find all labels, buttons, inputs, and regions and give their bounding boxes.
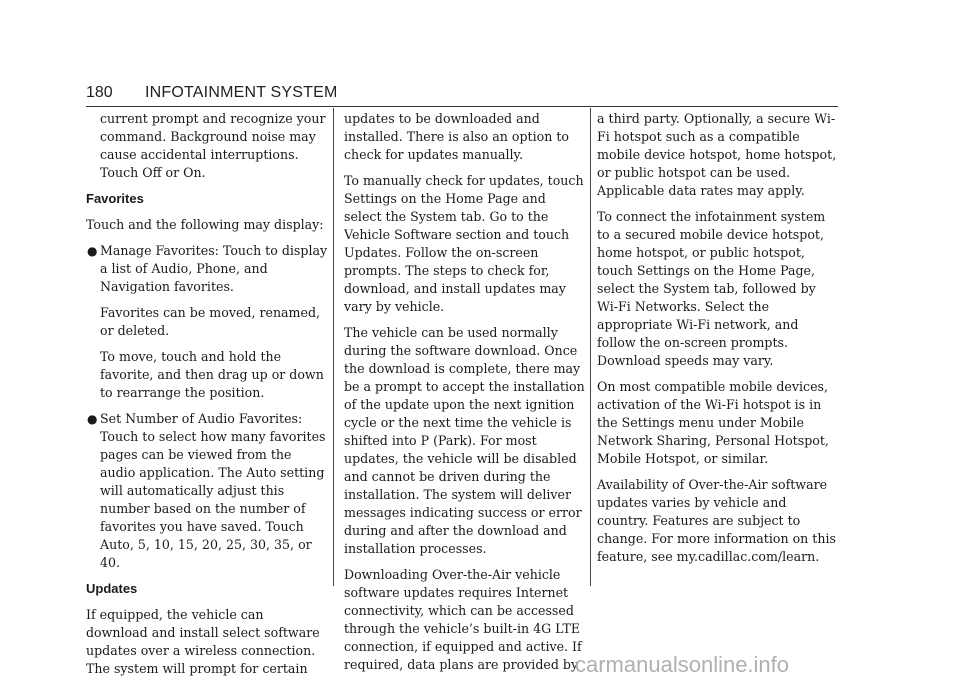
paragraph: Availability of Over-the-Air software updates varies by vehicle and country. Features are subject to change. For more information on this feature, see my.cadillac.com/learn. <box>597 477 836 564</box>
page-number: 180 <box>86 84 113 101</box>
paragraph: Touch and the following may display: <box>86 217 324 232</box>
paragraph: current prompt and recognize your command. Background noise may cause accidental interruptions. Touch Off or On. <box>100 111 326 180</box>
paragraph: To move, touch and hold the favorite, and then drag up or down to rearrange the position. <box>100 349 324 400</box>
column-1 <box>86 110 328 686</box>
paragraph: The vehicle can be used normally during the software download. Once the download is complete, there may be a prompt to accept the installation of the update upon the next ignition cycle or the next time the vehicle is shifted into P (Park). For most updates, the vehicle will be disabled and cannot be driven during the installation. The system will deliver messages indicating success or error during and after the download and installation processes. <box>344 325 585 556</box>
bullet-icon: ● <box>87 244 98 258</box>
column-3 <box>597 110 839 574</box>
heading-favorites: Favorites <box>86 191 144 206</box>
paragraph: Favorites can be moved, renamed, or deleted. <box>100 305 321 338</box>
column-divider <box>333 108 334 586</box>
paragraph: To connect the infotainment system to a secured mobile device hotspot, home hotspot, or public hotspot, touch Settings on the Home Page, select the System tab, followed by Wi-Fi Networks. Select the appropriate Wi-Fi network, and follow the on-screen prompts. Download speeds may vary. <box>597 209 826 368</box>
list-item <box>86 410 328 572</box>
paragraph: updates to be downloaded and installed. There is also an option to check for updates manually. <box>344 111 569 162</box>
paragraph: To manually check for updates, touch Settings on the Home Page and select the System tab. Go to the Vehicle Software section and touch Updates. Follow the on-screen prompts. The steps to check for, download, and install updates may vary by vehicle. <box>344 173 584 314</box>
page-header <box>86 82 838 107</box>
heading-updates: Updates <box>86 581 138 596</box>
paragraph: Downloading Over-the-Air vehicle software updates requires Internet connectivity, which can be accessed through the vehicle’s built-in 4G LTE connection, if equipped and active. If required, data plans are provided by <box>344 567 582 672</box>
list-item-text: Set Number of Audio Favorites: Touch to select how many favorites pages can be viewed from the audio application. The Auto setting will automatically adjust this number based on the number of favorites you have saved. Touch Auto, 5, 10, 15, 20, 25, 30, 35, or 40. <box>100 411 326 570</box>
list-item <box>86 242 328 296</box>
section-title: INFOTAINMENT SYSTEM <box>145 84 338 101</box>
watermark: carmanualsonline.info <box>575 652 790 677</box>
column-2 <box>344 110 586 682</box>
bullet-icon: ● <box>87 412 98 426</box>
paragraph: a third party. Optionally, a secure Wi-Fi hotspot such as a compatible mobile device hotspot, home hotspot, or public hotspot can be used. Applicable data rates may apply. <box>597 111 837 198</box>
list-item-text: Manage Favorites: Touch to display a list of Audio, Phone, and Navigation favorites. <box>100 243 328 294</box>
paragraph: If equipped, the vehicle can download and install select software updates over a wireless connection. The system will prompt for certain <box>86 607 320 676</box>
paragraph: On most compatible mobile devices, activation of the Wi-Fi hotspot is in the Settings menu under Mobile Network Sharing, Personal Hotspot, Mobile Hotspot, or similar. <box>597 379 829 466</box>
column-divider <box>590 108 591 586</box>
